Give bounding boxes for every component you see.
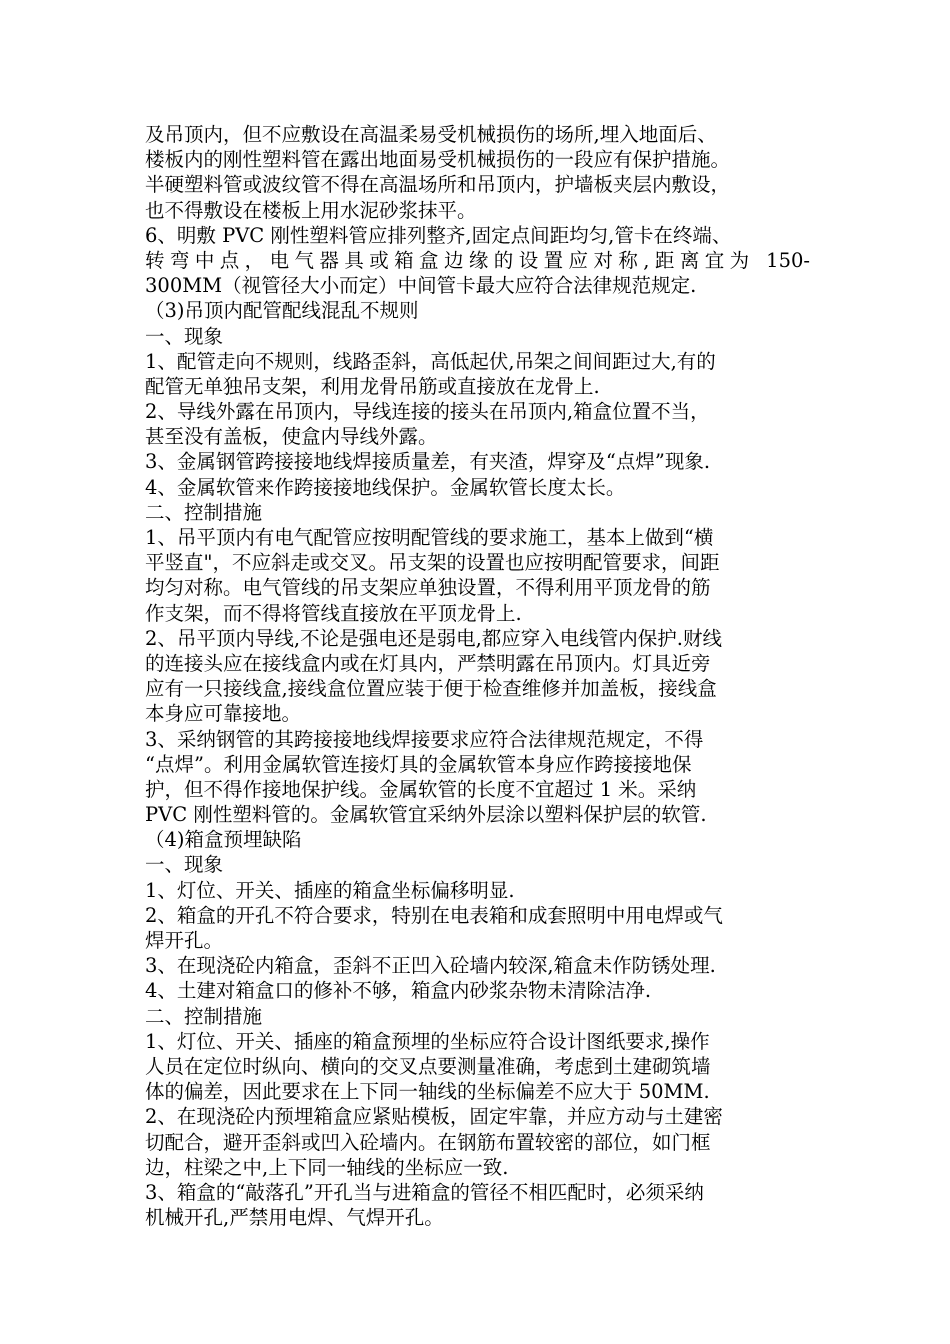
text-line: 应有一只接线盒,接线盒位置应装于便于检查维修并加盖板，接线盒 [145,677,717,701]
subsection-heading: 一、现象 [145,853,224,877]
text-line: 平竖直"，不应斜走或交叉。吊支架的设置也应按明配管要求，间距 [145,551,720,575]
document-body [145,122,810,1230]
text-line: 4、土建对箱盒口的修补不够，箱盒内砂浆杂物未清除洁净. [145,979,652,1003]
text-line: 2、箱盒的开孔不符合要求，特别在电表箱和成套照明中用电焊或气 [145,903,723,927]
text-line: 2、在现浇砼内预埋箱盒应紧贴模板，固定牢靠，并应方动与土建密 [145,1105,723,1129]
text-line: 切配合，避开歪斜或凹入砼墙内。在钢筋布置较密的部位，如门框 [145,1130,711,1154]
subsection-heading: 二、控制措施 [145,1004,263,1028]
text-line: 甚至没有盖板，使盒内导线外露。 [145,425,438,449]
text-line: PVC 刚性塑料管的。金属软管宜采纳外层涂以塑料保护层的软管. [145,803,707,827]
subsection-heading: 一、现象 [145,324,224,348]
text-line: 2、吊平顶内导线,不论是强电还是弱电,都应穿入电线管内保护.财线 [145,626,723,650]
text-line: “点焊”。利用金属软管连接灯具的金属软管本身应作跨接接地保 [145,752,692,776]
text-line: 人员在定位时纵向、横向的交叉点要测量准确，考虑到土建砌筑墙 [145,1054,711,1078]
text-line: 3、采纳钢管的其跨接接地线焊接要求应符合法律规范规定，不得 [145,727,704,751]
text-line: 3、箱盒的“敲落孔”开孔当与进箱盒的管径不相匹配时，必须采纳 [145,1180,704,1204]
text-line: 均匀对称。电气管线的吊支架应单独设置，不得利用平顶龙骨的筋 [145,576,711,600]
text-line: 机械开孔,严禁用电焊、气焊开孔。 [145,1206,444,1230]
text-line: 转弯中点，电气器具或箱盒边缘的设置应对称,距离宜为 150- [145,248,810,272]
text-line: 焊开孔。 [145,929,224,952]
text-line: 1、灯位、开关、插座的箱盒预埋的坐标应符合设计图纸要求,操作 [145,1029,710,1053]
text-line: 也不得敷设在楼板上用水泥砂浆抹平。 [145,198,477,222]
text-line: 楼板内的刚性塑料管在露出地面易受机械损伤的一段应有保护措施。 [145,148,731,172]
text-line: 2、导线外露在吊顶内，导线连接的接头在吊顶内,箱盒位置不当， [145,400,710,424]
text-line: 半硬塑料管或波纹管不得在高温场所和吊顶内，护墙板夹层内敷设， [145,173,731,197]
text-line: 1、配管走向不规则，线路歪斜，高低起伏,吊架之间间距过大,有的 [145,349,716,373]
text-line: 本身应可靠接地。 [145,702,302,726]
section-heading: （3)吊顶内配管配线混乱不规则 [145,299,419,323]
text-line: 4、金属软管来作跨接接地线保护。金属软管长度太长。 [145,475,626,499]
text-line: 的连接头应在接线盒内或在灯具内，严禁明露在吊顶内。灯具近旁 [145,651,711,675]
text-line: 配管无单独吊支架，利用龙骨吊筋或直接放在龙骨上. [145,374,600,398]
text-line: 作支架，而不得将管线直接放在平顶龙骨上. [145,601,522,625]
text-line: 6、明敷 PVC 刚性塑料管应排列整齐,固定点间距均匀,管卡在终端、 [145,223,732,247]
text-line: 1、灯位、开关、插座的箱盒坐标偏移明显. [145,878,515,902]
text-line: 护，但不得作接地保护线。金属软管的长度不宜超过 1 米。采纳 [145,777,697,801]
section-heading: （4)箱盒预埋缺陷 [145,828,302,852]
text-line: 3、金属钢管跨接接地线焊接质量差，有夹渣，焊穿及“点焊”现象. [145,450,711,474]
subsection-heading: 二、控制措施 [145,500,263,524]
text-line: 体的偏差，因此要求在上下同一轴线的坐标偏差不应大于 50MM. [145,1080,710,1104]
text-line: 及吊顶内，但不应敷设在高温柔易受机械损伤的场所,埋入地面后、 [145,123,717,146]
text-line: 边，柱梁之中,上下同一轴线的坐标应一致. [145,1155,509,1179]
text-line: 1、吊平顶内有电气配管应按明配管线的要求施工，基本上做到“横 [145,526,714,549]
text-line: 300MM（视管径大小而定）中间管卡最大应符合法律规范规定. [145,274,697,298]
text-line: 3、在现浇砼内箱盒，歪斜不正凹入砼墙内较深,箱盒未作防锈处理. [145,954,716,978]
